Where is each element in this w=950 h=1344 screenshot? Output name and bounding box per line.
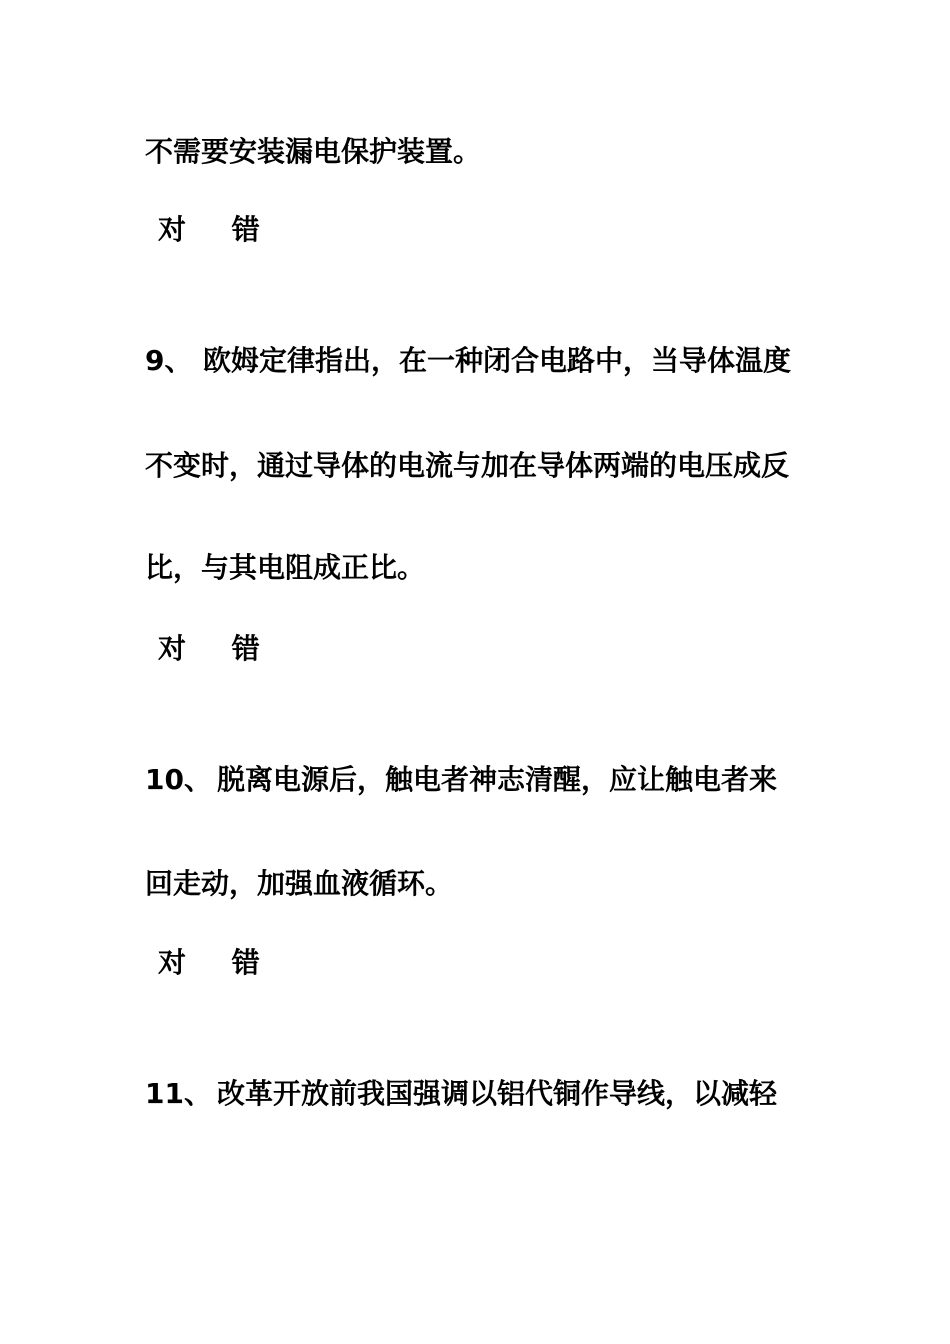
q9-number: 9、 bbox=[145, 344, 193, 377]
q8-text-line: 不需要安装漏电保护装置。 bbox=[145, 135, 482, 168]
q10-text-line-2: 回走动，加强血液循环。 bbox=[145, 867, 454, 900]
q8-option-false[interactable]: 错 bbox=[231, 213, 260, 246]
q11-number: 11、 bbox=[145, 1077, 212, 1110]
q9-options bbox=[158, 631, 260, 667]
q9-text-line-2: 不变时，通过导体的电流与加在导体两端的电压成反 bbox=[145, 449, 790, 482]
q10-options bbox=[158, 945, 260, 981]
q9-line1-text: 欧姆定律指出，在一种闭合电路中，当导体温度 bbox=[203, 344, 792, 377]
q11-text-line-1 bbox=[145, 1076, 777, 1112]
q10-line1-text: 脱离电源后，触电者神志清醒，应让触电者来 bbox=[217, 763, 778, 796]
q9-option-true[interactable]: 对 bbox=[158, 632, 187, 665]
q8-option-true[interactable]: 对 bbox=[158, 213, 187, 246]
q10-option-false[interactable]: 错 bbox=[231, 946, 260, 979]
q9-text-line-1 bbox=[145, 343, 791, 379]
q10-option-true[interactable]: 对 bbox=[158, 946, 187, 979]
q9-option-false[interactable]: 错 bbox=[231, 632, 260, 665]
q9-text-line-3: 比，与其电阻成正比。 bbox=[145, 551, 426, 584]
q10-number: 10、 bbox=[145, 763, 212, 796]
q10-text-line-1 bbox=[145, 762, 777, 798]
q11-line1-text: 改革开放前我国强调以铝代铜作导线，以减轻 bbox=[217, 1077, 778, 1110]
q8-options bbox=[158, 212, 260, 248]
